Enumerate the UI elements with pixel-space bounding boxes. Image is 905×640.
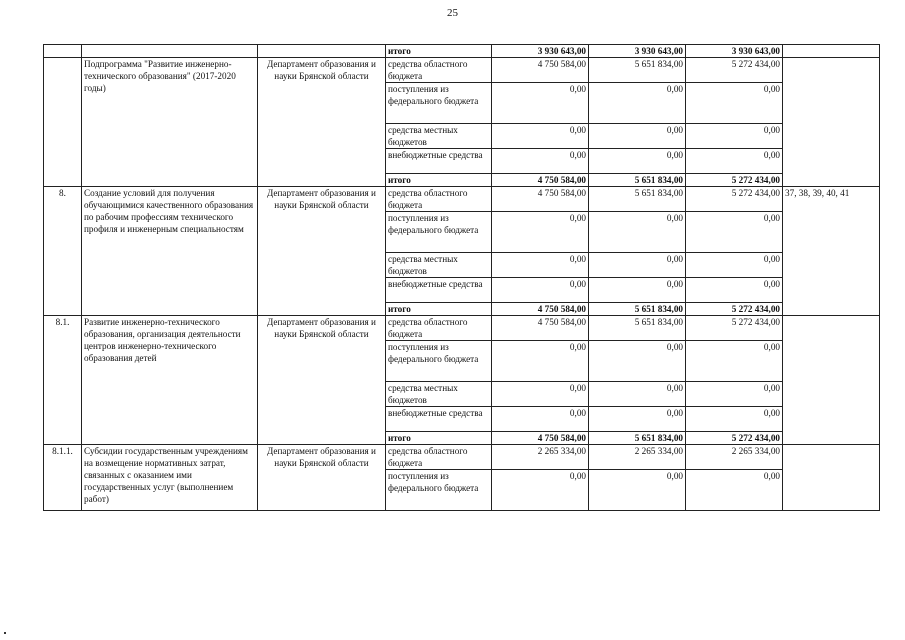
amount-year-1-cell: 0,00 xyxy=(492,149,589,174)
table-row xyxy=(44,58,880,83)
amount-year-3-cell: 5 272 434,00 xyxy=(686,58,783,83)
funding-source-cell: средства местных бюджетов xyxy=(386,124,492,149)
amount-year-1-cell: 4 750 584,00 xyxy=(492,187,589,212)
amount-year-3-cell: 0,00 xyxy=(686,253,783,278)
amount-year-3-cell: 0,00 xyxy=(686,124,783,149)
amount-year-3-cell: 3 930 643,00 xyxy=(686,45,783,58)
amount-year-1-cell: 3 930 643,00 xyxy=(492,45,589,58)
amount-year-3-cell: 0,00 xyxy=(686,149,783,174)
indicator-refs-cell xyxy=(783,316,880,445)
indicator-refs-cell xyxy=(783,445,880,511)
indicator-refs-cell xyxy=(783,45,880,58)
indicator-refs-cell: 37, 38, 39, 40, 41 xyxy=(783,187,880,316)
amount-year-3-cell: 5 272 434,00 xyxy=(686,316,783,341)
amount-year-2-cell: 0,00 xyxy=(589,382,686,407)
amount-year-1-cell: 0,00 xyxy=(492,341,589,382)
amount-year-1-cell: 2 265 334,00 xyxy=(492,445,589,470)
amount-year-2-cell: 0,00 xyxy=(589,407,686,432)
funding-source-cell: средства областного бюджета xyxy=(386,316,492,341)
amount-year-2-cell: 0,00 xyxy=(589,253,686,278)
amount-year-3-cell: 5 272 434,00 xyxy=(686,187,783,212)
amount-year-1-cell: 4 750 584,00 xyxy=(492,432,589,445)
amount-year-2-cell: 3 930 643,00 xyxy=(589,45,686,58)
item-number-cell xyxy=(44,45,82,58)
item-number-cell: 8.1.1. xyxy=(44,445,82,511)
funding-source-cell: средства областного бюджета xyxy=(386,445,492,470)
table-row xyxy=(44,187,880,212)
amount-year-2-cell: 5 651 834,00 xyxy=(589,187,686,212)
department-cell: Департамент образования и науки Брянской области xyxy=(258,316,386,445)
funding-source-cell: внебюджетные средства xyxy=(386,149,492,174)
total-row xyxy=(44,45,880,58)
funding-source-cell: средства местных бюджетов xyxy=(386,382,492,407)
funding-source-cell: поступления из федерального бюджета xyxy=(386,470,492,511)
funding-source-cell: поступления из федерального бюджета xyxy=(386,341,492,382)
funding-source-cell: средства местных бюджетов xyxy=(386,253,492,278)
amount-year-2-cell: 0,00 xyxy=(589,212,686,253)
amount-year-2-cell: 2 265 334,00 xyxy=(589,445,686,470)
funding-source-cell: средства областного бюджета xyxy=(386,58,492,83)
amount-year-2-cell: 0,00 xyxy=(589,83,686,124)
amount-year-3-cell: 5 272 434,00 xyxy=(686,174,783,187)
amount-year-1-cell: 4 750 584,00 xyxy=(492,174,589,187)
amount-year-3-cell: 5 272 434,00 xyxy=(686,432,783,445)
department-cell xyxy=(258,45,386,58)
department-cell: Департамент образования и науки Брянской области xyxy=(258,187,386,316)
amount-year-3-cell: 0,00 xyxy=(686,341,783,382)
amount-year-1-cell: 4 750 584,00 xyxy=(492,58,589,83)
amount-year-1-cell: 0,00 xyxy=(492,124,589,149)
item-number-cell: 8. xyxy=(44,187,82,316)
amount-year-1-cell: 4 750 584,00 xyxy=(492,316,589,341)
amount-year-2-cell: 5 651 834,00 xyxy=(589,58,686,83)
department-cell: Департамент образования и науки Брянской области xyxy=(258,58,386,187)
amount-year-1-cell: 0,00 xyxy=(492,470,589,511)
department-cell: Департамент образования и науки Брянской области xyxy=(258,445,386,511)
funding-source-cell: итого xyxy=(386,45,492,58)
amount-year-2-cell: 0,00 xyxy=(589,341,686,382)
funding-source-cell: средства областного бюджета xyxy=(386,187,492,212)
amount-year-1-cell: 0,00 xyxy=(492,253,589,278)
amount-year-1-cell: 0,00 xyxy=(492,278,589,303)
amount-year-2-cell: 0,00 xyxy=(589,124,686,149)
amount-year-1-cell: 0,00 xyxy=(492,83,589,124)
amount-year-1-cell: 0,00 xyxy=(492,212,589,253)
amount-year-1-cell: 0,00 xyxy=(492,407,589,432)
item-number-cell: 8.1. xyxy=(44,316,82,445)
amount-year-3-cell: 0,00 xyxy=(686,278,783,303)
page-number: 25 xyxy=(447,7,458,19)
amount-year-2-cell: 5 651 834,00 xyxy=(589,316,686,341)
budget-table xyxy=(43,44,880,511)
amount-year-3-cell: 0,00 xyxy=(686,470,783,511)
item-number-cell xyxy=(44,58,82,187)
funding-source-cell: внебюджетные средства xyxy=(386,278,492,303)
amount-year-2-cell: 0,00 xyxy=(589,149,686,174)
measure-name-cell xyxy=(82,45,258,58)
indicator-refs-cell xyxy=(783,58,880,187)
amount-year-1-cell: 4 750 584,00 xyxy=(492,303,589,316)
amount-year-2-cell: 5 651 834,00 xyxy=(589,303,686,316)
amount-year-2-cell: 0,00 xyxy=(589,278,686,303)
funding-source-cell: итого xyxy=(386,303,492,316)
measure-name-cell: Развитие инженерно-технического образования, организация деятельности центров инженерно-технического образования детей xyxy=(82,316,258,445)
amount-year-1-cell: 0,00 xyxy=(492,382,589,407)
funding-source-cell: итого xyxy=(386,432,492,445)
amount-year-2-cell: 0,00 xyxy=(589,470,686,511)
measure-name-cell: Подпрограмма "Развитие инженерно-технического образования" (2017-2020 годы) xyxy=(82,58,258,187)
amount-year-3-cell: 0,00 xyxy=(686,407,783,432)
funding-source-cell: поступления из федерального бюджета xyxy=(386,212,492,253)
amount-year-3-cell: 0,00 xyxy=(686,212,783,253)
amount-year-3-cell: 0,00 xyxy=(686,83,783,124)
funding-source-cell: итого xyxy=(386,174,492,187)
amount-year-3-cell: 2 265 334,00 xyxy=(686,445,783,470)
amount-year-3-cell: 0,00 xyxy=(686,382,783,407)
amount-year-2-cell: 5 651 834,00 xyxy=(589,174,686,187)
measure-name-cell: Создание условий для получения обучающимися качественного образования по рабочим профессиям технического профиля и инженерным специальностям xyxy=(82,187,258,316)
table-row xyxy=(44,445,880,470)
amount-year-3-cell: 5 272 434,00 xyxy=(686,303,783,316)
scan-speck xyxy=(4,632,6,634)
amount-year-2-cell: 5 651 834,00 xyxy=(589,432,686,445)
table-row xyxy=(44,316,880,341)
funding-source-cell: внебюджетные средства xyxy=(386,407,492,432)
funding-source-cell: поступления из федерального бюджета xyxy=(386,83,492,124)
measure-name-cell: Субсидии государственным учреждениям на возмещение нормативных затрат, связанных с оказанием ими государственных услуг (выполнением работ) xyxy=(82,445,258,511)
